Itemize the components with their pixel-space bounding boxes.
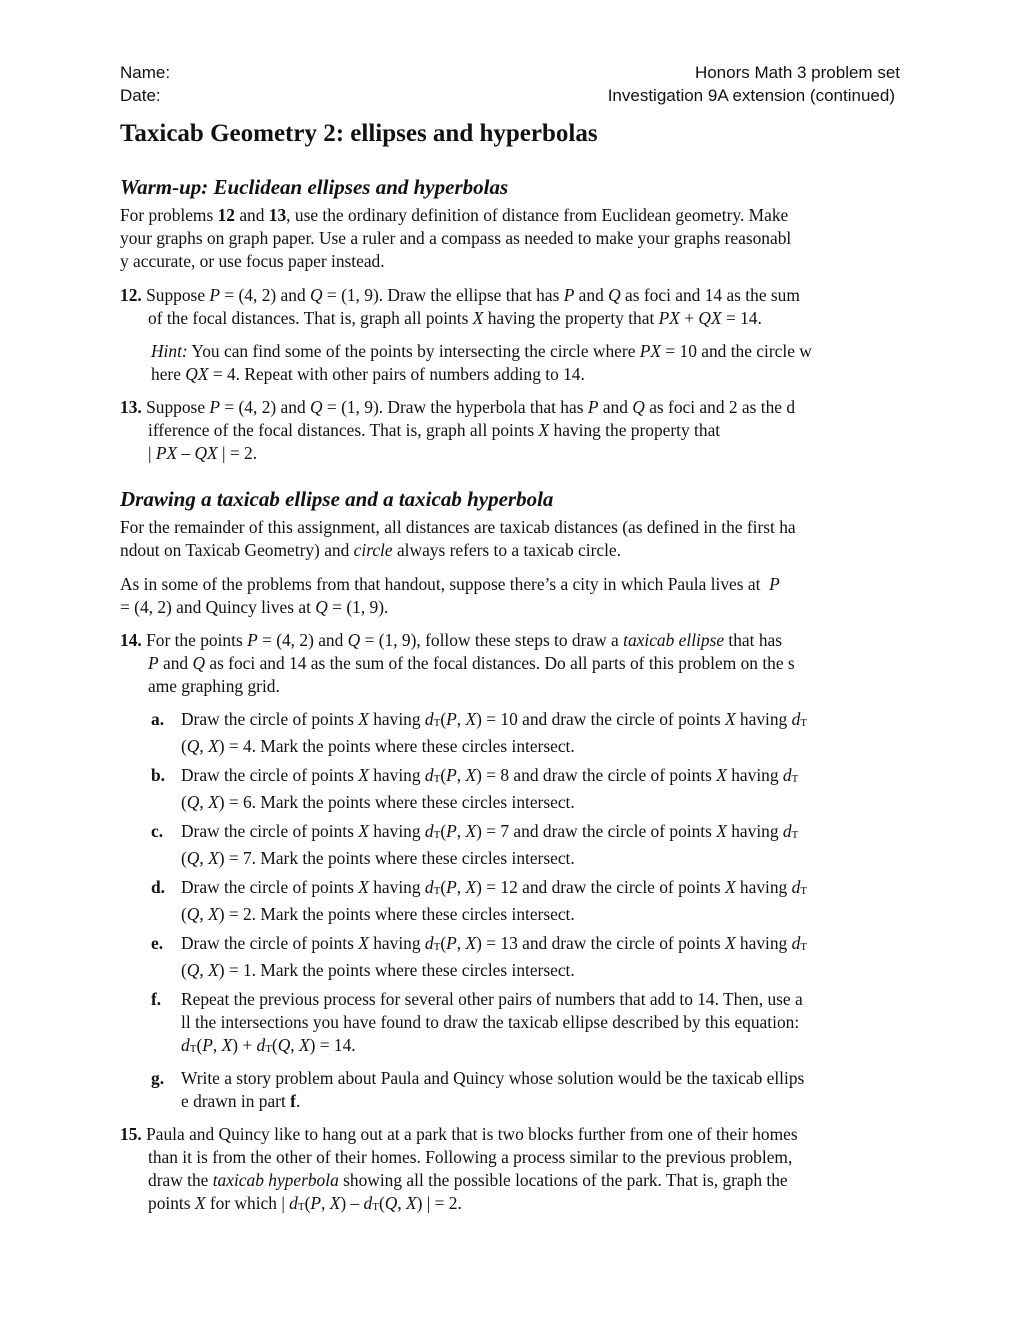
text-segment: For problems [120, 205, 218, 225]
problem-13-line-1: 13. Suppose P = (4, 2) and Q = (1, 9). Draw the hyperbola that has P and Q as foci and 2 as the d [120, 397, 796, 417]
problem-14-line-2: P and Q as foci and 14 as the sum of the focal distances. Do all parts of this problem on the s [148, 653, 795, 673]
investigation-label: Investigation 9A extension (continued) [607, 86, 895, 105]
taxicab-intro-line: As in some of the problems from that handout, suppose there’s a city in which Paula lives at P [120, 574, 780, 594]
warmup-intro [120, 204, 910, 273]
problem-13-line-2: ifference of the focal distances. That is, graph all points X having the property that [148, 420, 721, 440]
part-line: ll the intersections you have found to draw the taxicab ellipse described by this equation: [181, 1012, 800, 1032]
part-label: d. [151, 877, 166, 897]
taxicab-intro-1 [120, 516, 910, 562]
problem-14-part-d [151, 876, 911, 926]
name-label: Name: [120, 63, 171, 82]
part-line: (Q, X) = 1. Mark the points where these circles intersect. [181, 960, 575, 980]
problem-14-part-e [151, 932, 911, 982]
problem-number: 15. [120, 1124, 142, 1144]
part-label: e. [151, 933, 164, 953]
problem-14-line-3: ame graphing grid. [148, 676, 280, 696]
problem-ref-12: 12 [217, 205, 235, 225]
problem-number: 13. [120, 397, 142, 417]
section-heading-taxicab: Drawing a taxicab ellipse and a taxicab hyperbola [120, 487, 554, 511]
problem-number: 14. [120, 630, 142, 650]
taxicab-intro-2 [120, 573, 910, 619]
problem-12-line-1: 12. Suppose P = (4, 2) and Q = (1, 9). Draw the ellipse that has P and Q as foci and 14 as the sum [120, 285, 800, 305]
part-label: b. [151, 765, 166, 785]
date-label: Date: [120, 86, 161, 105]
problem-15-line-3: draw the taxicab hyperbola showing all the possible locations of the park. That is, graph the [148, 1170, 788, 1190]
section-heading-warmup: Warm-up: Euclidean ellipses and hyperbolas [120, 175, 509, 199]
part-line: dT(P, X) + dT(Q, X) = 14. [181, 1035, 356, 1055]
part-label: a. [151, 709, 165, 729]
part-line: (Q, X) = 7. Mark the points where these circles intersect. [181, 848, 575, 868]
problem-15-line-1: 15. Paula and Quincy like to hang out at a park that is two blocks further from one of their homes [120, 1124, 798, 1144]
part-line: (Q, X) = 6. Mark the points where these circles intersect. [181, 792, 575, 812]
part-line: Draw the circle of points X having dT(P, X) = 8 and draw the circle of points X having dT [181, 765, 799, 785]
part-line: e drawn in part f. [181, 1091, 301, 1111]
problem-14-part-g [151, 1067, 911, 1113]
part-line: Write a story problem about Paula and Quincy whose solution would be the taxicab ellips [181, 1068, 805, 1088]
part-line: Draw the circle of points X having dT(P, X) = 12 and draw the circle of points X having dT [181, 877, 808, 897]
hint-line-2: here QX = 4. Repeat with other pairs of numbers adding to 14. [151, 364, 585, 384]
part-label: f. [151, 989, 162, 1009]
problem-15-line-4: points X for which | dT(P, X) – dT(Q, X) | = 2. [148, 1193, 462, 1213]
problem-ref-13: 13 [268, 205, 287, 225]
problem-13 [120, 396, 910, 465]
problem-12-hint [151, 340, 941, 386]
page-title: Taxicab Geometry 2: ellipses and hyperbolas [120, 120, 598, 147]
problem-14-part-a [151, 708, 911, 758]
hint-label: Hint: [151, 341, 188, 361]
problem-12 [120, 284, 910, 330]
part-label: c. [151, 821, 164, 841]
text-segment: and [234, 205, 269, 225]
hint-line-1: Hint: You can find some of the points by intersecting the circle where PX = 10 and the circle w [151, 341, 812, 361]
problem-13-line-3: | PX – QX | = 2. [148, 443, 258, 463]
part-line: Draw the circle of points X having dT(P, X) = 13 and draw the circle of points X having dT [181, 933, 808, 953]
problem-12-line-2: of the focal distances. That is, graph all points X having the property that PX + QX = 14. [148, 308, 762, 328]
taxicab-intro-line: = (4, 2) and Quincy lives at Q = (1, 9). [120, 597, 389, 617]
warmup-intro-line [120, 204, 910, 227]
problem-14-part-c [151, 820, 911, 870]
part-label: g. [151, 1068, 165, 1088]
problem-15-line-2: than it is from the other of their homes. Following a process similar to the previous problem, [148, 1147, 793, 1167]
part-line: (Q, X) = 4. Mark the points where these circles intersect. [181, 736, 575, 756]
part-line: Draw the circle of points X having dT(P, X) = 7 and draw the circle of points X having dT [181, 821, 799, 841]
problem-14-part-b [151, 764, 911, 814]
warmup-intro-line: y accurate, or use focus paper instead. [120, 251, 385, 271]
problem-14-part-f [151, 988, 911, 1061]
taxicab-intro-line: ndout on Taxicab Geometry) and circle always refers to a taxicab circle. [120, 540, 621, 560]
problem-14 [120, 629, 910, 698]
text-segment: , use the ordinary definition of distance from Euclidean geometry. Make [286, 205, 789, 225]
problem-14-line-1: 14. For the points P = (4, 2) and Q = (1, 9), follow these steps to draw a taxicab ellipse that has [120, 630, 783, 650]
problem-15 [120, 1123, 910, 1219]
warmup-intro-line: your graphs on graph paper. Use a ruler and a compass as needed to make your graphs reasonabl [120, 228, 792, 248]
problem-number: 12. [120, 285, 142, 305]
part-line: (Q, X) = 2. Mark the points where these circles intersect. [181, 904, 575, 924]
part-line: Draw the circle of points X having dT(P, X) = 10 and draw the circle of points X having dT [181, 709, 808, 729]
course-label: Honors Math 3 problem set [694, 63, 900, 82]
part-line: Repeat the previous process for several other pairs of numbers that add to 14. Then, use a [181, 989, 803, 1009]
taxicab-intro-line: For the remainder of this assignment, all distances are taxicab distances (as defined in the first ha [120, 517, 796, 537]
